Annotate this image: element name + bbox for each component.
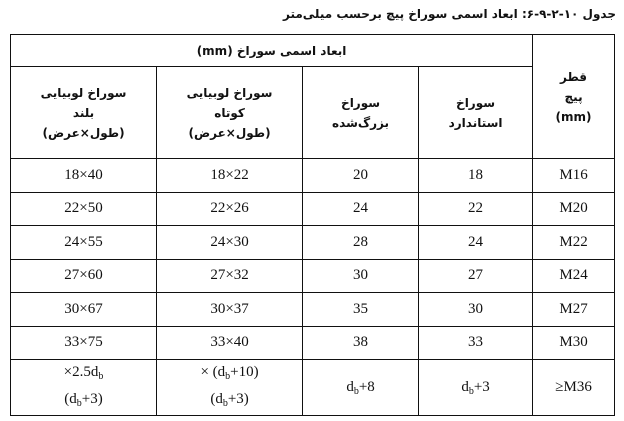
short-slot-value: 24×30 xyxy=(210,233,249,250)
table-row xyxy=(11,192,615,226)
short-slot-cell xyxy=(157,259,303,293)
short-slot-cell xyxy=(157,293,303,327)
short-slot-value: 22×26 xyxy=(210,200,249,217)
standard-hole-cell: 22 xyxy=(419,192,533,226)
long-slot-cell xyxy=(11,259,157,293)
bolt-size-cell: M16 xyxy=(533,159,615,193)
bolt-size-cell: M24 xyxy=(533,259,615,293)
formula-rest: +3) xyxy=(227,390,249,407)
short-slot-cell xyxy=(157,226,303,260)
short-slot-cell xyxy=(157,360,303,416)
long-slot-cell xyxy=(11,159,157,193)
oversize-hole-cell: 28 xyxy=(303,226,419,260)
header-oversize-line2: بزرگ‌شده xyxy=(332,115,390,130)
header-standard-line1: سوراخ xyxy=(456,95,496,110)
table-row xyxy=(11,226,615,260)
header-long-slot-line3: (طول×عرض) xyxy=(42,125,125,140)
formula-prefix: ( xyxy=(210,390,216,407)
long-slot-cell xyxy=(11,226,157,260)
formula-subscript: b xyxy=(222,397,228,409)
formula-subscript: b xyxy=(353,385,359,397)
standard-hole-cell: 30 xyxy=(419,293,533,327)
short-slot-value: 27×32 xyxy=(210,267,249,284)
header-long-slot-line1: سوراخ لوبیایی xyxy=(40,85,127,100)
header-standard-hole xyxy=(419,67,533,159)
header-short-slot xyxy=(157,67,303,159)
bolt-size-cell: M22 xyxy=(533,226,615,260)
oversize-hole-formula xyxy=(346,379,374,397)
oversize-hole-cell: 35 xyxy=(303,293,419,327)
standard-hole-cell xyxy=(419,360,533,416)
short-slot-value: 30×37 xyxy=(210,300,249,317)
header-long-slot xyxy=(11,67,157,159)
short-slot-value: 18×22 xyxy=(210,166,249,183)
formula-rest: +3) xyxy=(81,390,103,407)
formula-subscript: b xyxy=(468,385,474,397)
bolt-size-cell xyxy=(533,360,615,416)
short-slot-formula-line1 xyxy=(157,361,302,388)
long-slot-value: 27×60 xyxy=(64,267,103,284)
bolt-size-value: ≥M36 xyxy=(555,379,592,395)
oversize-hole-cell: 30 xyxy=(303,259,419,293)
formula-rest: +8 xyxy=(358,378,375,395)
header-group-title: ابعاد اسمی سوراخ (mm) xyxy=(11,35,533,67)
formula-rest: +10) xyxy=(230,363,259,380)
oversize-hole-cell: 20 xyxy=(303,159,419,193)
oversize-hole-cell xyxy=(303,360,419,416)
table-row xyxy=(11,293,615,327)
bolt-hole-table xyxy=(10,34,615,416)
long-slot-value: 24×55 xyxy=(64,233,103,250)
short-slot-cell xyxy=(157,159,303,193)
long-slot-cell xyxy=(11,360,157,416)
header-oversize-line1: سوراخ xyxy=(341,95,381,110)
long-slot-value: 33×75 xyxy=(64,334,103,351)
formula-subscript: b xyxy=(225,370,231,382)
oversize-hole-cell: 38 xyxy=(303,326,419,360)
formula-rest: +3 xyxy=(473,378,490,395)
standard-hole-cell: 18 xyxy=(419,159,533,193)
short-slot-value: 33×40 xyxy=(210,334,249,351)
header-short-slot-line1: سوراخ لوبیایی xyxy=(186,85,273,100)
long-slot-cell xyxy=(11,192,157,226)
formula-prefix: ×2.5 xyxy=(63,363,91,380)
short-slot-formula-line2 xyxy=(157,388,302,415)
standard-hole-cell: 24 xyxy=(419,226,533,260)
standard-hole-cell: 33 xyxy=(419,326,533,360)
standard-hole-cell: 27 xyxy=(419,259,533,293)
bolt-size-cell: M20 xyxy=(533,192,615,226)
table-row xyxy=(11,326,615,360)
header-long-slot-line2: بلند xyxy=(72,105,95,120)
standard-hole-formula xyxy=(461,379,489,397)
formula-prefix: ( xyxy=(64,390,70,407)
header-standard-line2: استاندارد xyxy=(448,115,503,130)
header-diameter-line3: (mm) xyxy=(555,109,592,124)
formula-base: d xyxy=(217,363,226,380)
table-row xyxy=(11,159,615,193)
header-short-slot-line3: (طول×عرض) xyxy=(188,125,271,140)
oversize-hole-cell: 24 xyxy=(303,192,419,226)
header-oversize-hole xyxy=(303,67,419,159)
table-row-large-bolts xyxy=(11,360,615,416)
header-bolt-diameter xyxy=(533,35,615,159)
table-row xyxy=(11,259,615,293)
long-slot-formula-line2 xyxy=(11,388,156,415)
formula-base: d xyxy=(461,378,469,395)
formula-subscript: b xyxy=(98,370,104,382)
long-slot-value: 22×50 xyxy=(64,200,103,217)
header-short-slot-line2: کوتاه xyxy=(214,105,245,120)
long-slot-cell xyxy=(11,293,157,327)
long-slot-cell xyxy=(11,326,157,360)
short-slot-cell xyxy=(157,326,303,360)
long-slot-value: 18×40 xyxy=(64,166,103,183)
header-diameter-line1: قطر xyxy=(560,69,588,84)
long-slot-formula-line1 xyxy=(11,361,156,388)
formula-prefix: × ( xyxy=(200,363,218,380)
short-slot-cell xyxy=(157,192,303,226)
formula-subscript: b xyxy=(76,397,82,409)
formula-base: d xyxy=(90,363,99,380)
table-caption: جدول ۱۰-۲-۹-۶: ابعاد اسمی سوراخ پیچ برحسب میلی‌متر xyxy=(283,7,616,21)
header-diameter-line2: پیچ xyxy=(564,89,583,104)
bolt-size-cell: M30 xyxy=(533,326,615,360)
formula-base: d xyxy=(69,390,77,407)
formula-base: d xyxy=(346,378,354,395)
bolt-size-cell: M27 xyxy=(533,293,615,327)
formula-base: d xyxy=(215,390,223,407)
long-slot-value: 30×67 xyxy=(64,300,103,317)
